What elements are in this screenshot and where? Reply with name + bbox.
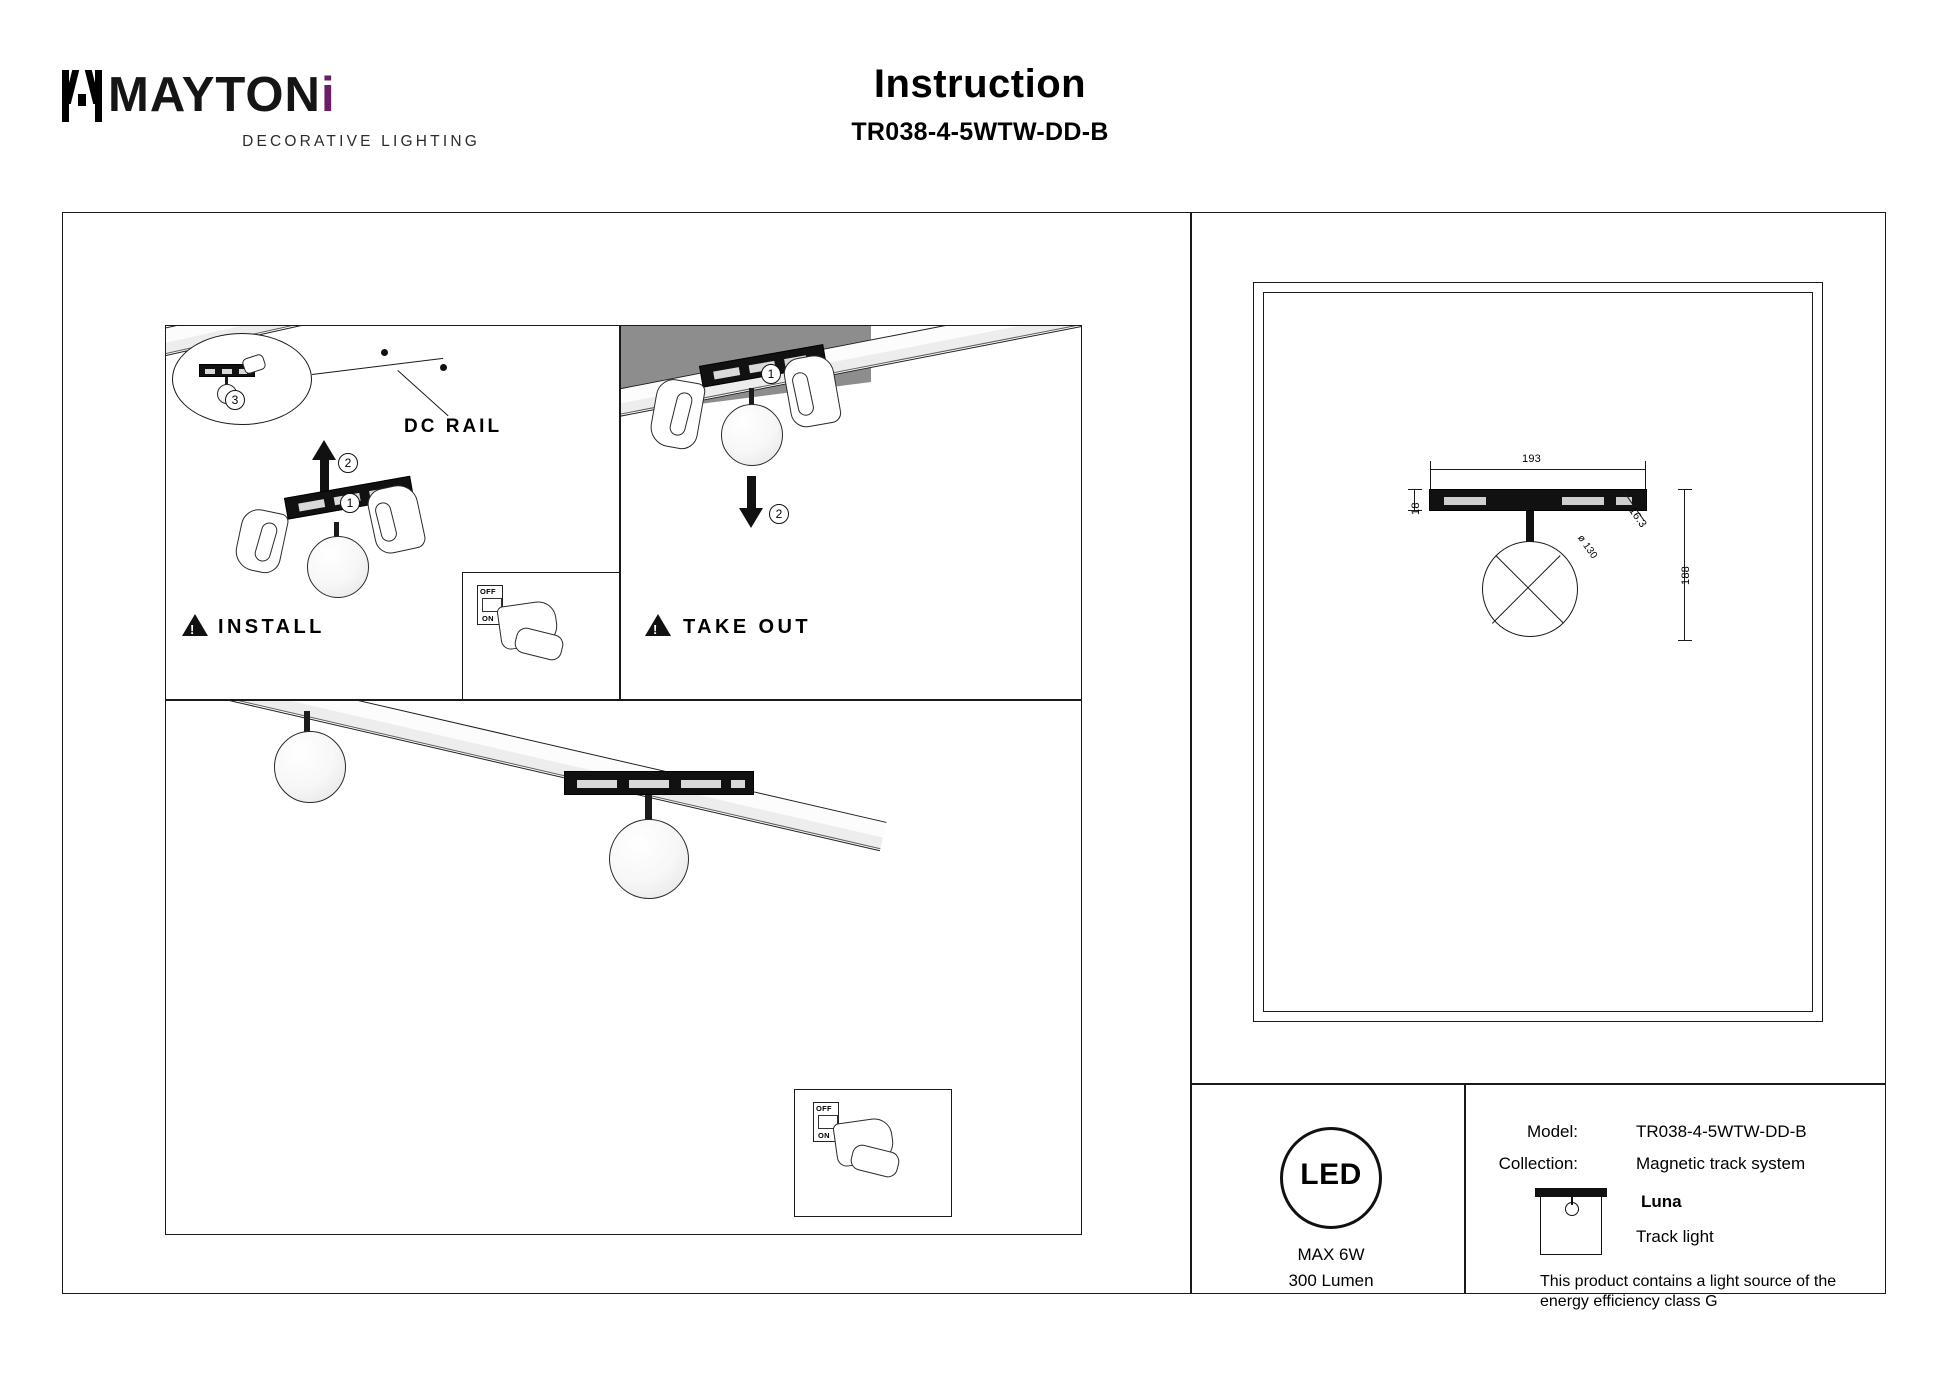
dc-rail-label: DC RAIL xyxy=(404,416,503,437)
title-block xyxy=(640,62,1320,147)
frame-spec-divider xyxy=(1464,1083,1466,1294)
dim-width-line xyxy=(1430,469,1646,470)
frame-horizontal-divider xyxy=(1190,1083,1886,1085)
dim-width-value: 193 xyxy=(1522,453,1541,465)
model-code: TR038-4-5WTW-DD-B xyxy=(851,118,1109,146)
dim-total-tick-top xyxy=(1678,489,1692,490)
dim-offset-value: 16.3 xyxy=(1626,505,1649,531)
takeout-caption: TAKE OUT xyxy=(683,616,811,638)
step-badge-3: 3 xyxy=(225,390,245,410)
page-title: Instruction xyxy=(873,62,1087,106)
luminous-flux: 300 Lumen xyxy=(1288,1271,1374,1290)
takeout-arrow-head xyxy=(739,508,763,528)
leader-dot-2 xyxy=(381,349,388,356)
switch-hand-shape-2 xyxy=(513,626,566,663)
dim-height-value: 18 xyxy=(1410,502,1422,515)
dim-width-tick-left xyxy=(1430,461,1431,489)
lamp-globe-shape xyxy=(307,536,369,598)
switch-hand-shape-2 xyxy=(849,1143,902,1180)
model-value: TR038-4-5WTW-DD-B xyxy=(1636,1122,1807,1141)
detail-callout-circle xyxy=(172,333,312,425)
switch-off-label: OFF xyxy=(480,587,496,596)
dim-total-tick-bottom xyxy=(1678,640,1692,641)
maytoni-logo-icon xyxy=(62,70,102,122)
leader-dot xyxy=(440,364,447,371)
model-label: Model: xyxy=(1526,1122,1578,1141)
warning-mark: ! xyxy=(653,622,658,637)
warning-triangle-icon xyxy=(182,614,208,636)
step-badge-2: 2 xyxy=(769,504,789,524)
lamp-globe-shape xyxy=(721,404,783,466)
led-block xyxy=(1205,1105,1457,1291)
step-badge-1: 1 xyxy=(761,364,781,384)
switch-inset-overview xyxy=(794,1089,952,1217)
lamp-globe-shape xyxy=(274,731,346,803)
step-badge-2: 2 xyxy=(338,453,358,473)
brand-tagline: DECORATIVE LIGHTING xyxy=(242,133,480,150)
product-type: Track light xyxy=(1636,1227,1714,1246)
dim-total-line xyxy=(1684,489,1685,641)
dim-total-value: 188 xyxy=(1680,566,1692,585)
max-power: MAX 6W xyxy=(1297,1245,1365,1264)
dim-diameter-value: ø 130 xyxy=(1574,533,1600,562)
install-caption: INSTALL xyxy=(218,616,325,638)
switch-on-label: ON xyxy=(818,1131,830,1140)
collection-label: Collection: xyxy=(1498,1154,1578,1173)
dim-width-tick-right xyxy=(1645,461,1646,489)
step-badge-1: 1 xyxy=(340,493,360,513)
takeout-illustration-panel xyxy=(620,325,1082,700)
switch-off-label: OFF xyxy=(816,1104,832,1113)
takeout-arrow-shaft xyxy=(747,476,756,510)
brand-name xyxy=(108,70,336,120)
warning-triangle-icon xyxy=(645,614,671,636)
led-text: LED xyxy=(1300,1158,1362,1191)
energy-note-line-1: This product contains a light source of the xyxy=(1540,1273,1837,1290)
brand-block xyxy=(62,70,482,151)
callout-leader-line xyxy=(312,358,443,375)
drawing-module-body xyxy=(1429,489,1647,511)
series-name: Luna xyxy=(1641,1192,1682,1211)
install-arrow-shaft xyxy=(320,458,329,492)
right-hand-shape xyxy=(365,482,428,557)
install-illustration-panel xyxy=(165,325,620,700)
switch-inset-install xyxy=(462,572,620,700)
install-arrow-head xyxy=(312,440,336,460)
overview-illustration-panel xyxy=(165,700,1082,1235)
lamp-globe-shape-2 xyxy=(609,819,689,899)
dc-rail-pointer xyxy=(397,370,448,416)
technical-drawing-inner-border xyxy=(1263,292,1813,1012)
dc-rail-shape xyxy=(165,700,887,851)
energy-note-line-2: energy efficiency class G xyxy=(1540,1293,1718,1310)
led-badge-icon xyxy=(1280,1127,1382,1229)
brand-name-text: MAYTONi xyxy=(108,68,336,122)
energy-class-note xyxy=(1540,1272,1870,1312)
collection-value: Magnetic track system xyxy=(1636,1154,1806,1173)
warning-mark: ! xyxy=(190,622,195,637)
lamp-module-shape xyxy=(564,771,754,795)
track-light-icon xyxy=(1540,1193,1602,1255)
frame-vertical-divider xyxy=(1190,212,1192,1294)
dim-height-tick-top xyxy=(1408,489,1422,490)
switch-on-label: ON xyxy=(482,614,494,623)
